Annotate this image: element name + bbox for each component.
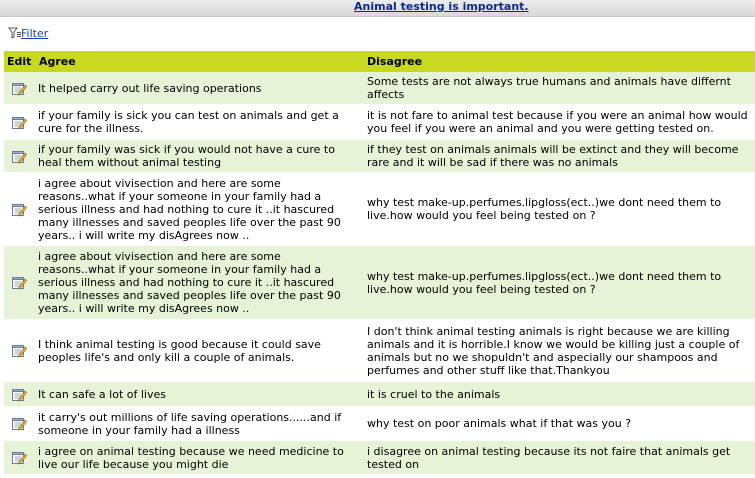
header-disagree: Disagree [367, 55, 423, 68]
edit-icon[interactable] [11, 343, 27, 358]
table-row [4, 105, 755, 140]
agree-cell: it carry's out millions of life saving operations......and if someone in your family had a illness [38, 410, 342, 437]
table-row [4, 173, 755, 246]
edit-icon[interactable] [11, 149, 27, 164]
disagree-cell: i disagree on animal testing because its not faire that animals get tested on [367, 444, 731, 471]
edit-icon[interactable] [11, 275, 27, 290]
table-row [4, 441, 755, 475]
edit-cell [4, 115, 33, 130]
edit-cell [4, 275, 33, 290]
edit-icon[interactable] [11, 387, 27, 402]
table-row [4, 140, 755, 173]
table-row [4, 72, 755, 105]
filter-link[interactable] [8, 25, 48, 41]
agree-cell: if your family is sick you can test on animals and get a cure for the illness. [38, 109, 339, 135]
disagree-cell: I don't think animal testing animals is right because we are killing animals and it is horrible.I know we would be killing just a couple of animals but no we shopuldn't and aspecially our shampoos and perfumes and other stuff like that.Thankyou [367, 324, 740, 377]
edit-cell [4, 387, 33, 402]
table-row [4, 320, 755, 382]
edit-icon[interactable] [11, 416, 27, 431]
agree-cell: i agree about vivisection and here are some reasons..what if your someone in your family had a serious illness and had nothing to cure it ..it hascured many illnesses and saved peoples life over the past 90 years.. i will write my disAgrees now .. [38, 176, 341, 242]
agree-cell: if your family was sick if you would not have a cure to heal them without animal testing [38, 143, 335, 169]
edit-icon[interactable] [11, 202, 27, 217]
table-row [4, 407, 755, 441]
agree-cell: i agree about vivisection and here are some reasons..what if your someone in your family had a serious illness and had nothing to cure it ..it hascured many illnesses and saved peoples life over the past 90 years.. i will write my disAgrees now .. [38, 250, 341, 315]
agree-cell: i agree on animal testing because we need medicine to live our life because you might die [38, 444, 344, 471]
edit-icon[interactable] [11, 450, 27, 465]
agree-cell: It helped carry out life saving operations [38, 81, 262, 95]
edit-cell [4, 202, 33, 217]
edit-cell [4, 450, 33, 465]
disagree-cell: it is not fare to animal test because if you were an animal how would you feel if you were an animal and you were getting tested on. [367, 109, 748, 135]
header-agree: Agree [39, 55, 76, 68]
page-title[interactable]: Animal testing is important. [354, 0, 529, 13]
edit-icon[interactable] [11, 81, 27, 96]
disagree-cell: it is cruel to the animals [367, 387, 501, 401]
edit-cell [4, 81, 33, 96]
header-edit: Edit [7, 55, 32, 68]
filter-label[interactable]: Filter [21, 26, 49, 40]
disagree-cell: if they test on animals animals will be extinct and they will become rare and it will be sad if there was no animals [367, 143, 739, 169]
table-body [4, 72, 755, 475]
filter-icon [8, 26, 22, 40]
disagree-cell: why test make-up.perfumes.lipgloss(ect..)we dont need them to live.how would you feel being tested on ? [367, 269, 722, 296]
table-header [4, 51, 755, 72]
disagree-cell: why test make-up.perfumes.lipgloss(ect..)we dont need them to live.how would you feel being tested on ? [367, 196, 722, 222]
edit-icon[interactable] [11, 115, 27, 130]
edit-cell [4, 149, 33, 164]
agree-cell: It can safe a lot of lives [38, 387, 166, 401]
agree-cell: I think animal testing is good because it could save peoples life's and only kill a couple of animals. [38, 337, 321, 364]
table-row [4, 246, 755, 320]
disagree-cell: why test on poor animals what if that was you ? [367, 417, 632, 430]
edit-cell [4, 416, 33, 431]
table-row [4, 382, 755, 407]
edit-cell [4, 343, 33, 358]
data-grid [4, 51, 755, 475]
disagree-cell: Some tests are not always true humans and animals have differnt affects [367, 75, 731, 101]
